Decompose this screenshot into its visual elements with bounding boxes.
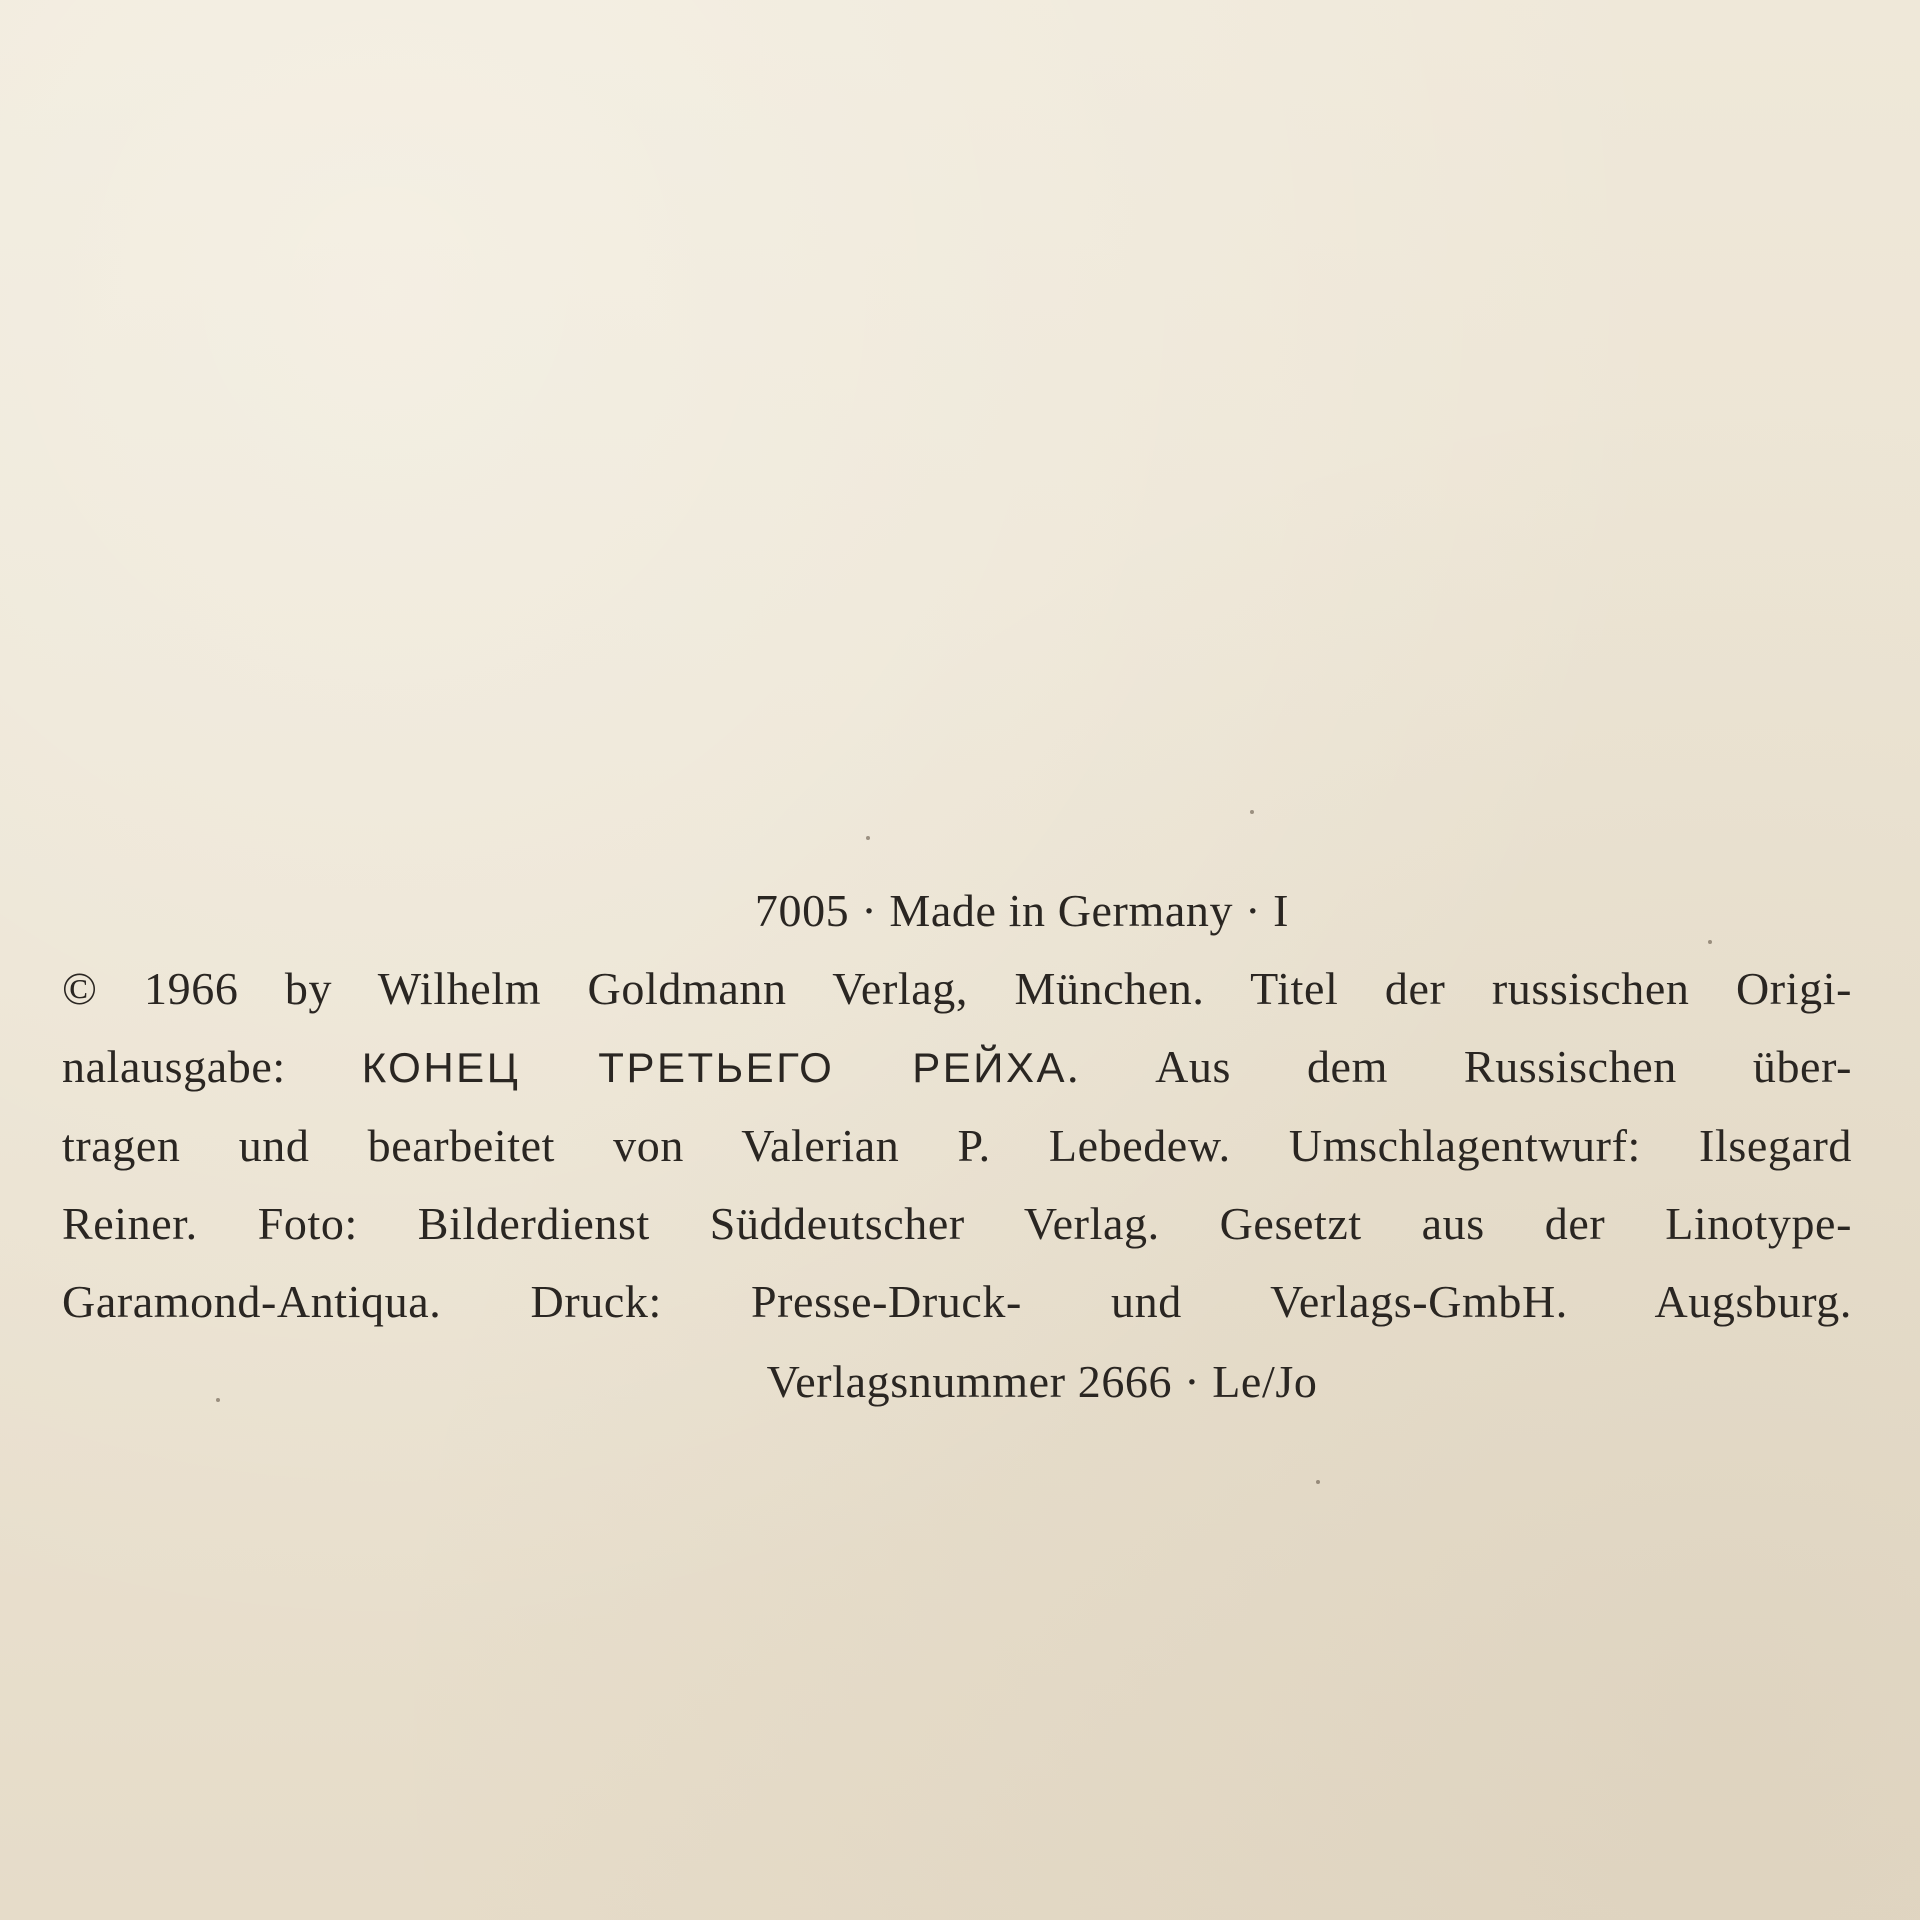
imprint-line-printer: Garamond-Antiqua. Druck: Presse-Druck- und Verlags-GmbH. Augsburg. (62, 1276, 1852, 1327)
translation-note: . Aus dem Russischen über- (1067, 1041, 1852, 1092)
original-russian-title: КОНЕЦ ТРЕТЬЕГО РЕЙХА (361, 1044, 1068, 1091)
paper-speck (1316, 1480, 1320, 1484)
imprint-line-translator: tragen und bearbeitet von Valerian P. Lebedew. Umschlagentwurf: Ilsegard (62, 1120, 1852, 1171)
paper-speck (1708, 940, 1712, 944)
imprint-line-publisher-number: Verlagsnummer 2666 · Le/Jo (766, 1356, 1318, 1407)
paper-speck (216, 1398, 220, 1402)
imprint-block (62, 872, 1852, 1421)
imprint-line-copyright: © 1966 by Wilhelm Goldmann Verlag, München. Titel der russischen Origi- (62, 963, 1852, 1014)
imprint-line-photo: Reiner. Foto: Bilderdienst Süddeutscher Verlag. Gesetzt aus der Linotype- (62, 1198, 1852, 1249)
imprint-line-original-title (62, 1028, 1852, 1107)
paper-speck (1250, 810, 1254, 814)
paper-speck (866, 836, 870, 840)
imprint-line-edition: 7005 · Made in Germany · I (754, 885, 1290, 936)
original-edition-label: nalausgabe: (62, 1041, 286, 1092)
